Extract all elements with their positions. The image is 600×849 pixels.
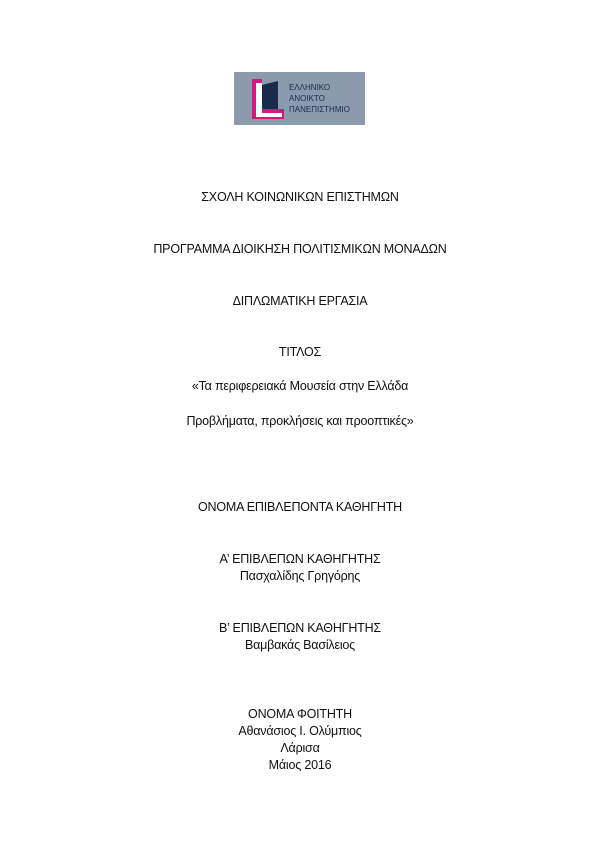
program-name: ΠΡΟΓΡΑΜΜΑ ΔΙΟΙΚΗΣΗ ΠΟΛΙΤΙΣΜΙΚΩΝ ΜΟΝΑΔΩΝ (153, 242, 447, 256)
date: Μάιος 2016 (268, 758, 332, 772)
first-supervisor-label: Α’ ΕΠΙΒΛΕΠΩΝ ΚΑΘΗΓΗΤΗΣ (219, 552, 381, 566)
logo-text-line1: ΕΛΛΗΝΙΚΟ (289, 83, 331, 92)
student-heading: ΟΝΟΜΑ ΦΟΙΤΗΤΗ (248, 707, 352, 721)
city: Λάρισα (280, 741, 320, 755)
title-label: ΤΙΤΛΟΣ (278, 345, 322, 359)
logo-wordmark (289, 82, 365, 115)
school-name: ΣΧΟΛΗ ΚΟΙΝΩΝΙΚΩΝ ΕΠΙΣΤΗΜΩΝ (201, 190, 399, 204)
first-supervisor-name: Πασχαλίδης Γρηγόρης (239, 569, 361, 583)
book-emblem-icon (248, 77, 288, 121)
supervisor-heading: ΟΝΟΜΑ ΕΠΙΒΛΕΠΟΝΤΑ ΚΑΘΗΓΗΤΗ (197, 500, 402, 514)
thesis-type: ΔΙΠΛΩΜΑΤΙΚΗ ΕΡΓΑΣΙΑ (232, 294, 368, 308)
thesis-title-line2: Προβλήματα, προκλήσεις και προοπτικές» (186, 414, 414, 428)
thesis-title-line1: «Τα περιφερειακά Μουσεία στην Ελλάδα (191, 379, 409, 393)
second-supervisor-name: Βαμβακάς Βασίλειος (244, 638, 356, 652)
logo-text-line2: ΑΝΟΙΚΤΟ (289, 94, 325, 103)
university-logo (234, 72, 365, 125)
second-supervisor-label: Β’ ΕΠΙΒΛΕΠΩΝ ΚΑΘΗΓΗΤΗΣ (219, 621, 381, 635)
logo-text-line3: ΠΑΝΕΠΙΣΤΗΜΙΟ (289, 105, 350, 114)
student-name: Αθανάσιος Ι. Ολύμπιος (238, 724, 362, 738)
